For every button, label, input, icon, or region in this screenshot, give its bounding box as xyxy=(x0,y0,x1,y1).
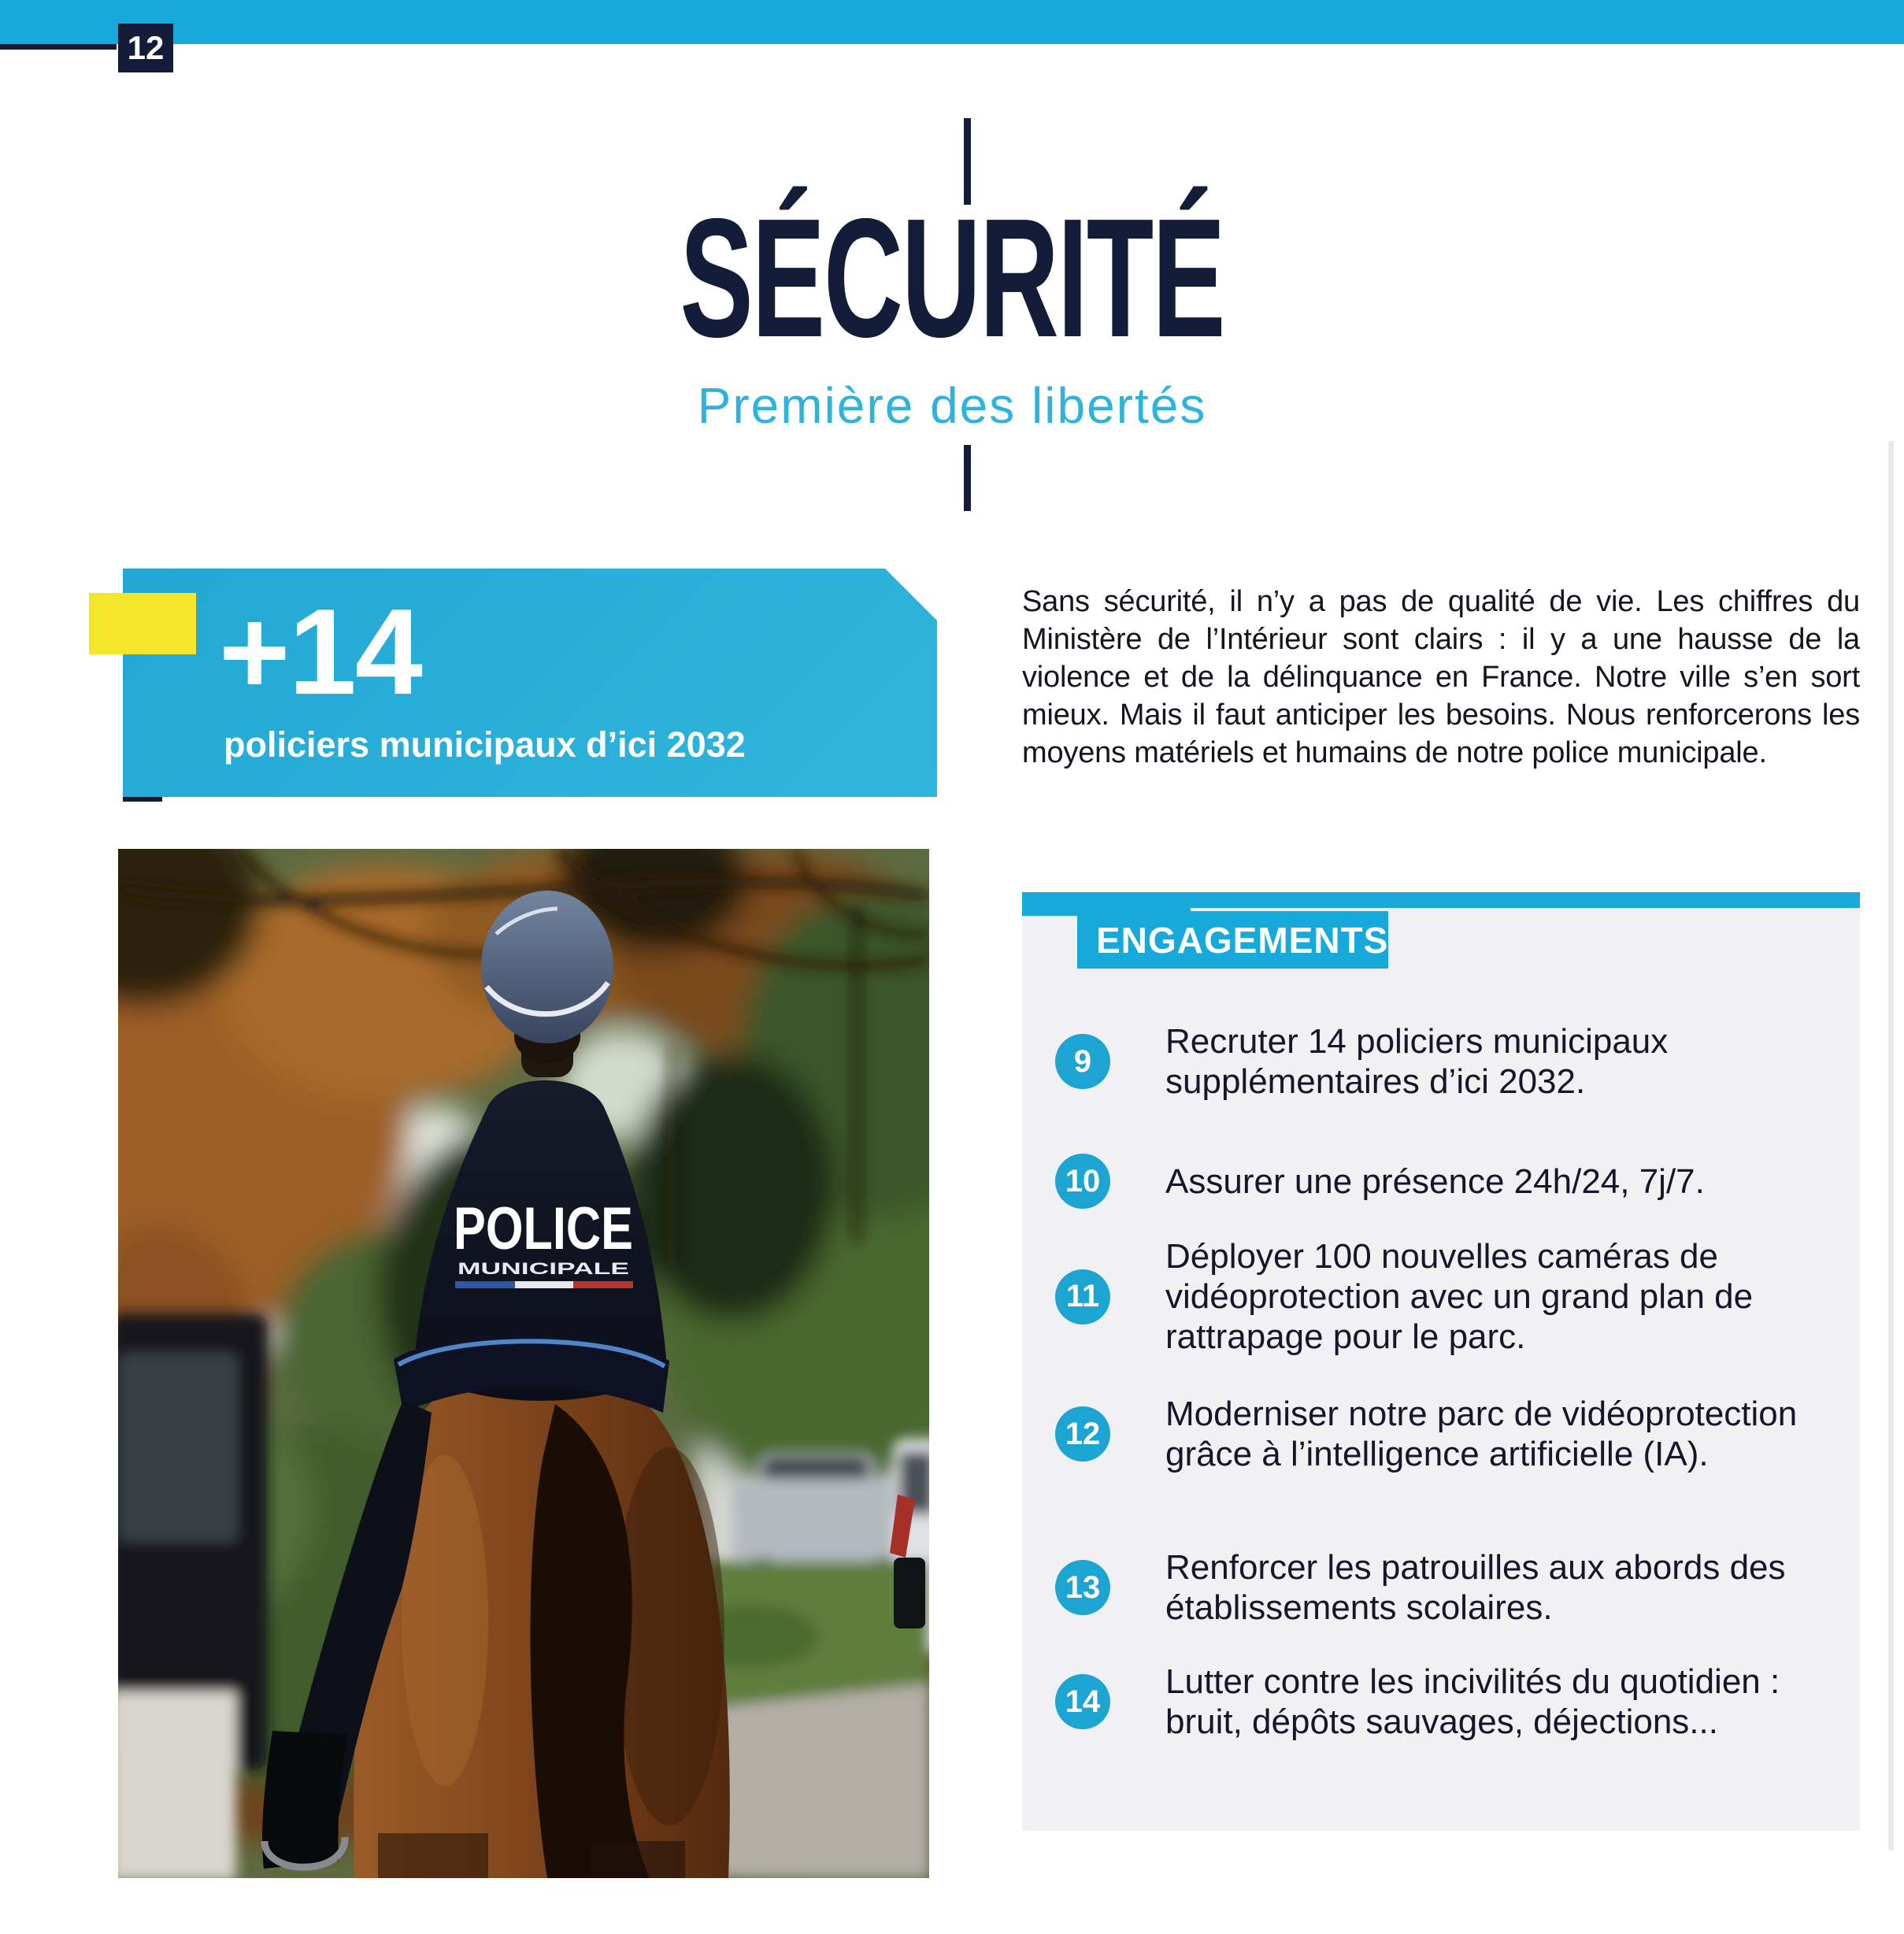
engagements-heading: ENGAGEMENTS xyxy=(1096,919,1389,961)
vest-tricolor-stripe xyxy=(455,1281,633,1288)
stat-card xyxy=(123,569,937,797)
item-number-badge: 11 xyxy=(1055,1269,1110,1325)
engagements-heading-box xyxy=(1077,911,1388,969)
item-number-badge: 10 xyxy=(1055,1154,1110,1209)
top-color-bar xyxy=(0,0,1904,44)
right-stirrup xyxy=(894,1558,925,1628)
stat-value: +14 xyxy=(219,584,421,720)
fence-post xyxy=(854,904,860,1243)
item-text: Déployer 100 nouvelles caméras de vidéoprotection avec un grand plan de rattrapage pour le parc. xyxy=(1165,1237,1754,1356)
engagement-item xyxy=(1022,1236,1860,1357)
item-text: Lutter contre les incivilités du quotidien : bruit, dépôts sauvages, déjections... xyxy=(1165,1662,1780,1741)
fence-post xyxy=(669,1046,674,1266)
page-number-badge xyxy=(118,24,173,72)
engagement-item xyxy=(1022,1547,1860,1628)
page-title: SÉCURITÉ xyxy=(680,183,1224,372)
item-number-badge: 14 xyxy=(1055,1674,1110,1729)
vest-police-text: POLICE xyxy=(454,1195,633,1262)
item-number-badge: 9 xyxy=(1055,1034,1110,1089)
riding-helmet xyxy=(481,891,613,1043)
stat-card-yellow-accent xyxy=(89,593,196,654)
item-text: Assurer une présence 24h/24, 7j/7. xyxy=(1165,1162,1705,1201)
mounted-police-photo xyxy=(118,849,929,1878)
item-number-badge: 13 xyxy=(1055,1560,1110,1615)
intro-paragraph: Sans sécurité, il n’y a pas de qualité de vie. Les chiffres du Ministère de l’Intérieur sont clairs : il y a une hausse de la violence et de la délinquance en France. Notre ville s’en sort mieux. Mais il faut anticiper les besoins. Nous renforcerons les moyens matériels et humains de notre police municipale. xyxy=(1022,585,1860,769)
item-text: Renforcer les patrouilles aux abords des établissements scolaires. xyxy=(1165,1548,1786,1627)
engagement-item xyxy=(1022,1021,1860,1102)
stat-label: policiers municipaux d’ici 2032 xyxy=(224,724,746,765)
engagement-item xyxy=(1022,1394,1860,1474)
item-text: Recruter 14 policiers municipaux supplémentaires d’ici 2032. xyxy=(1165,1022,1669,1101)
top-bar-navy-underline xyxy=(0,44,117,50)
vest-municipale-text: MUNICIPALE xyxy=(457,1260,629,1278)
engagement-item xyxy=(1022,1662,1860,1742)
title-tick-bottom xyxy=(964,445,971,511)
scan-edge-artifact xyxy=(1888,441,1894,1851)
page-number: 12 xyxy=(127,29,165,66)
rider-boot xyxy=(262,1731,348,1869)
item-text: Moderniser notre parc de vidéoprotection grâce à l’intelligence artificielle (IA). xyxy=(1165,1395,1798,1473)
engagement-item xyxy=(1022,1154,1860,1209)
engagements-panel xyxy=(1022,892,1860,1831)
page-subtitle: Première des libertés xyxy=(697,377,1207,434)
item-number-badge: 12 xyxy=(1055,1406,1110,1462)
